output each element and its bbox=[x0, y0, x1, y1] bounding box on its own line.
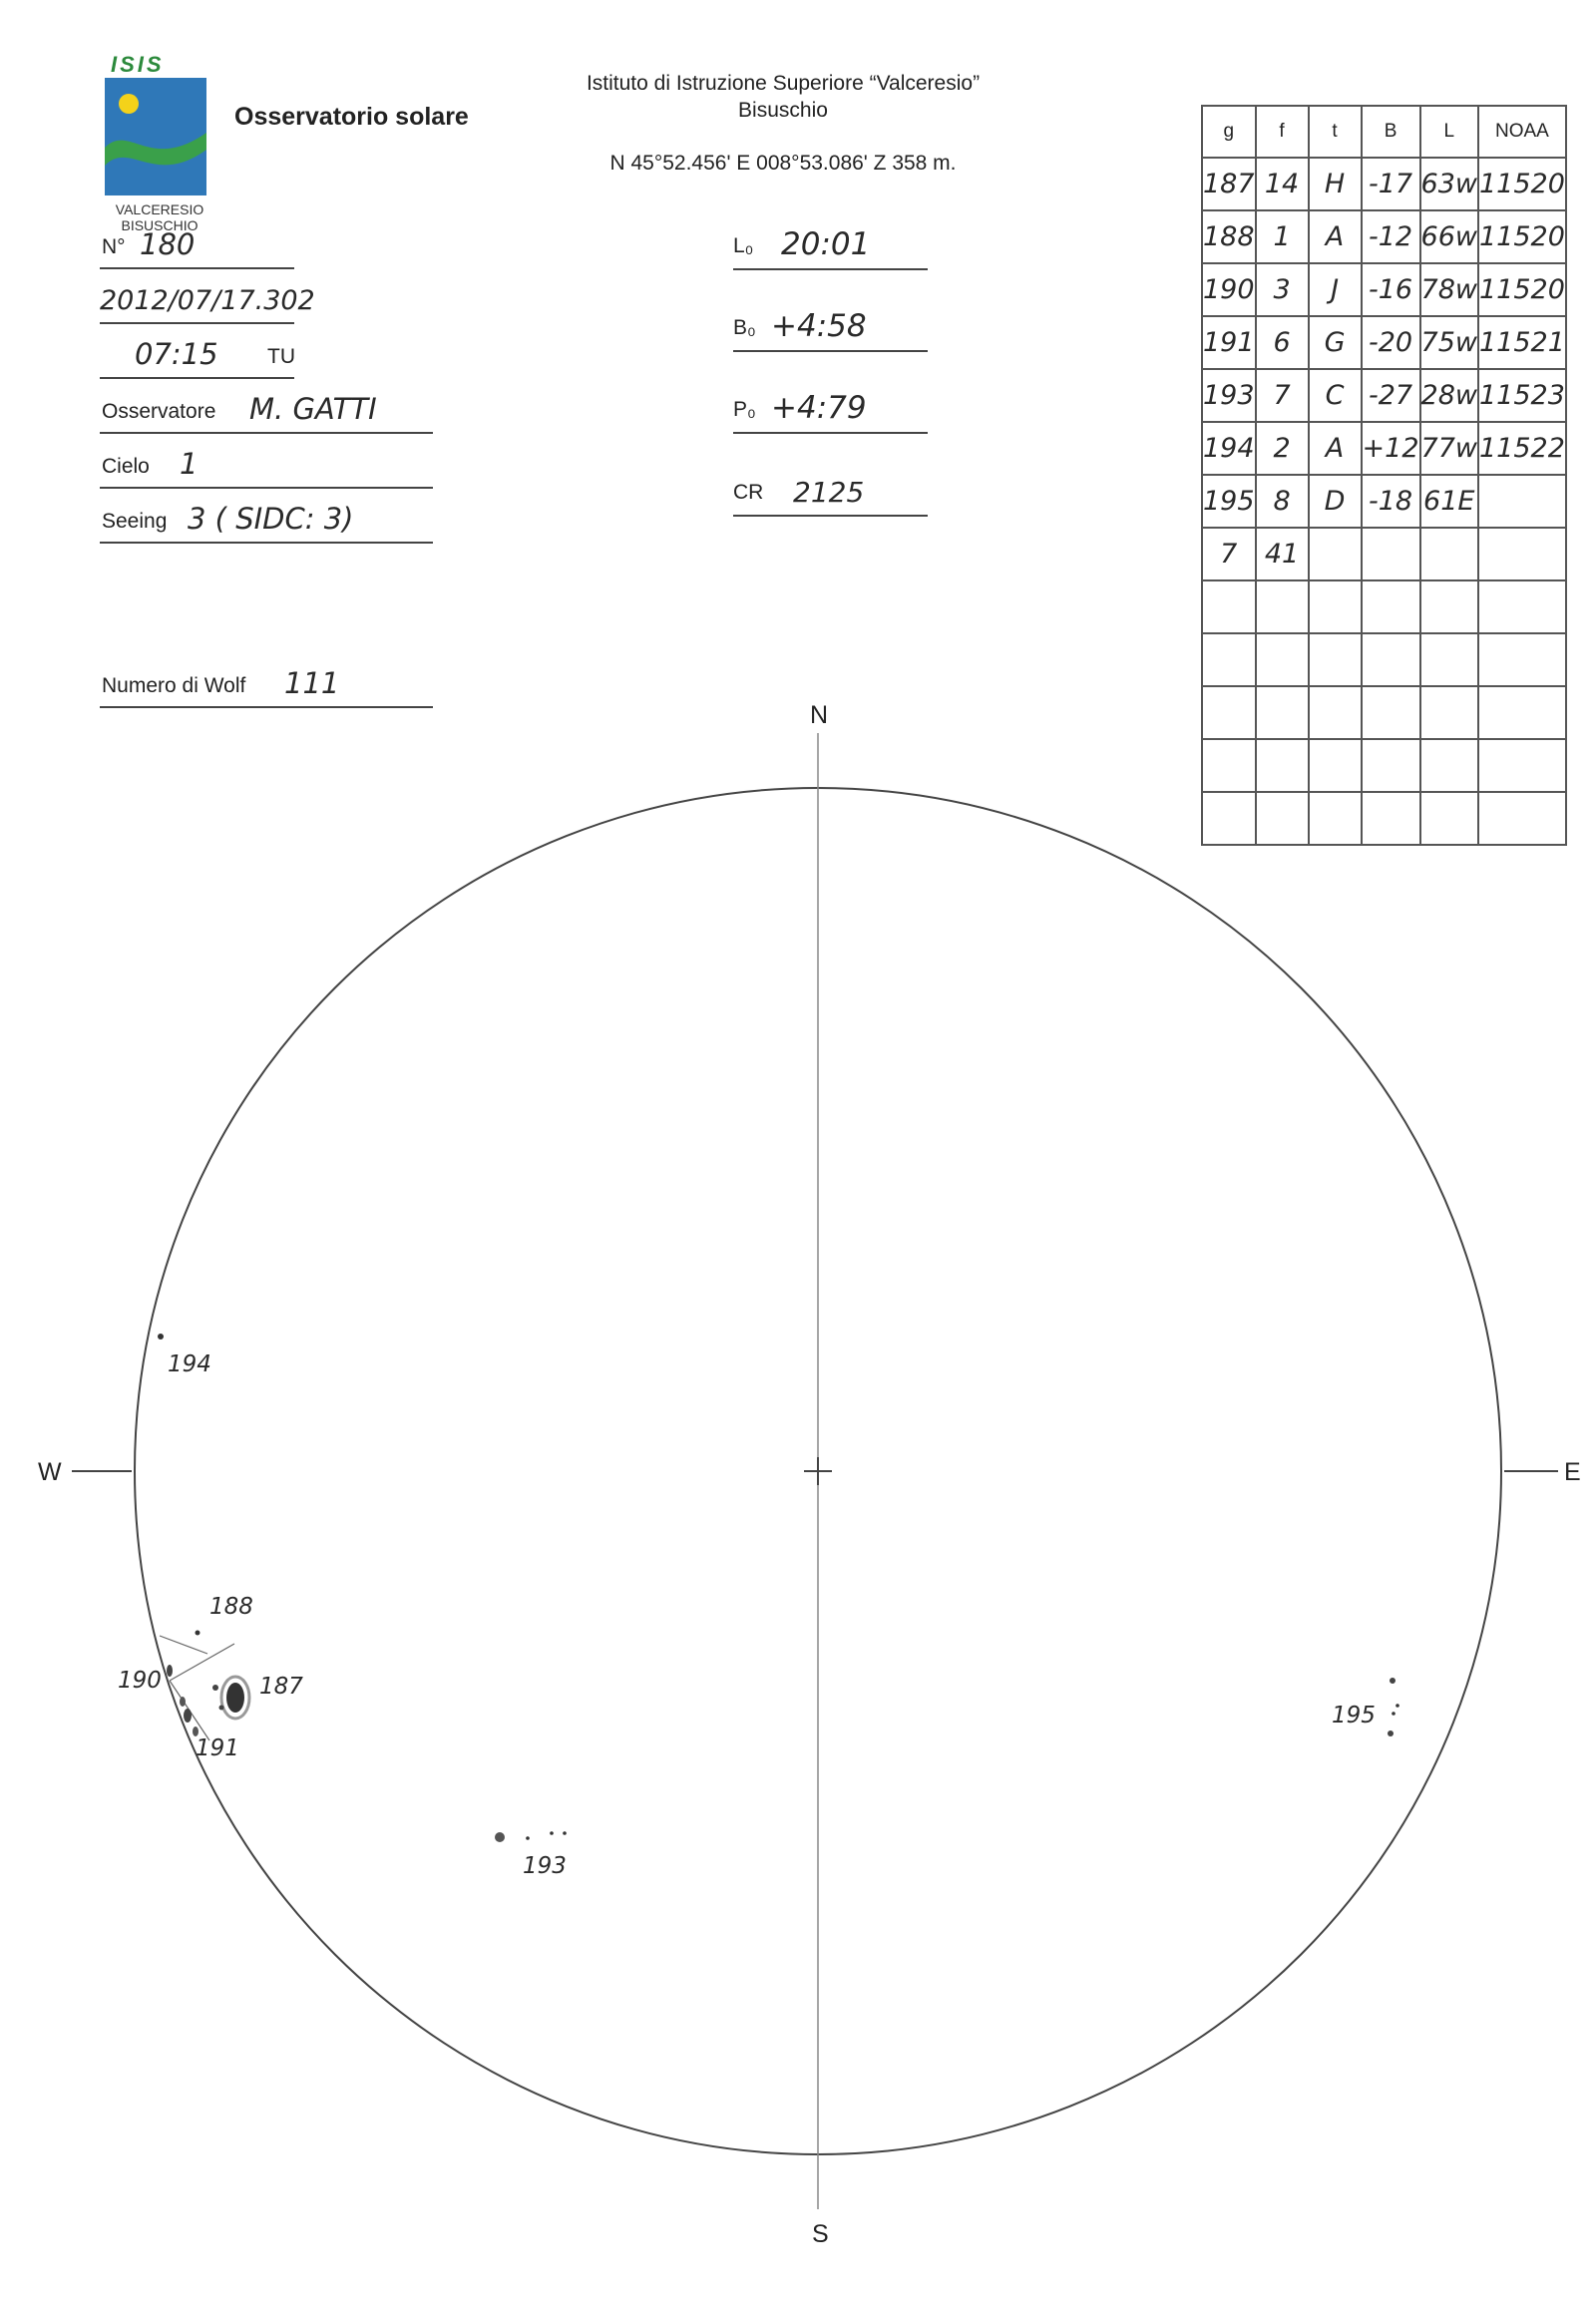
table-cell-g: 195 bbox=[1202, 475, 1256, 528]
table-cell-noaa bbox=[1478, 475, 1566, 528]
col-header-t: t bbox=[1309, 106, 1362, 158]
table-cell-l bbox=[1420, 528, 1478, 580]
table-cell-f: 7 bbox=[1256, 369, 1309, 422]
table-cell-t: G bbox=[1309, 316, 1362, 369]
table-cell-l: 77w bbox=[1420, 422, 1478, 475]
l0-value: 20:01 bbox=[781, 226, 871, 262]
group-label-193: 193 bbox=[523, 1853, 567, 1879]
field-b0 bbox=[733, 294, 928, 352]
seeing-value: 3 ( SIDC: 3) bbox=[188, 502, 354, 536]
b0-label: B₀ bbox=[733, 316, 756, 339]
institute-header bbox=[499, 70, 1067, 124]
group-label-190: 190 bbox=[118, 1668, 162, 1694]
sunspot-group-193 bbox=[495, 1832, 505, 1842]
field-time bbox=[100, 329, 294, 379]
cr-label: CR bbox=[733, 481, 764, 504]
table-cell-g: 194 bbox=[1202, 422, 1256, 475]
table-row bbox=[1202, 475, 1566, 528]
col-header-f: f bbox=[1256, 106, 1309, 158]
table-cell-b bbox=[1362, 580, 1420, 633]
table-cell-t: A bbox=[1309, 210, 1362, 263]
sunspot-group-191 bbox=[184, 1709, 192, 1723]
table-cell-f: 6 bbox=[1256, 316, 1309, 369]
time-unit: TU bbox=[267, 345, 295, 368]
table-cell-b: -17 bbox=[1362, 158, 1420, 210]
sunspot-group-187 bbox=[226, 1683, 244, 1713]
table-cell-l: 75w bbox=[1420, 316, 1478, 369]
wolf-value: 111 bbox=[284, 666, 340, 700]
field-observer bbox=[100, 384, 433, 434]
col-header-l: L bbox=[1420, 106, 1478, 158]
field-seeing bbox=[100, 494, 433, 544]
table-cell-g: 191 bbox=[1202, 316, 1256, 369]
table-cell-t: C bbox=[1309, 369, 1362, 422]
table-cell-t: H bbox=[1309, 158, 1362, 210]
sky-value: 1 bbox=[180, 447, 199, 481]
logo-city-line1: VALCERESIO bbox=[105, 201, 214, 217]
table-row bbox=[1202, 316, 1566, 369]
north-label: N bbox=[810, 701, 829, 729]
table-cell-b: -16 bbox=[1362, 263, 1420, 316]
col-header-g: g bbox=[1202, 106, 1256, 158]
observatory-coordinates: N 45°52.456' E 008°53.086' Z 358 m. bbox=[609, 152, 957, 175]
table-cell-noaa: 11520 bbox=[1478, 210, 1566, 263]
table-cell-noaa: 11520 bbox=[1478, 158, 1566, 210]
sunspot-group-190 bbox=[167, 1665, 173, 1677]
observatory-title: Osservatorio solare bbox=[234, 103, 469, 131]
table-cell-t bbox=[1309, 580, 1362, 633]
table-cell-g: 188 bbox=[1202, 210, 1256, 263]
table-cell-t: J bbox=[1309, 263, 1362, 316]
number-label: N° bbox=[102, 235, 126, 258]
table-cell-l: 78w bbox=[1420, 263, 1478, 316]
field-date bbox=[100, 274, 315, 324]
field-cr bbox=[733, 459, 928, 517]
p0-value: +4:79 bbox=[771, 390, 867, 426]
isis-logo bbox=[105, 52, 214, 233]
logo-wave-graphic bbox=[105, 78, 206, 195]
table-cell-f: 1 bbox=[1256, 210, 1309, 263]
table-cell-noaa: 11521 bbox=[1478, 316, 1566, 369]
group-label-194: 194 bbox=[168, 1351, 211, 1377]
table-cell-f: 41 bbox=[1256, 528, 1309, 580]
table-row bbox=[1202, 528, 1566, 580]
table-cell-noaa bbox=[1478, 580, 1566, 633]
table-cell-g: 187 bbox=[1202, 158, 1256, 210]
table-cell-f: 3 bbox=[1256, 263, 1309, 316]
west-label: W bbox=[38, 1458, 62, 1486]
b0-value: +4:58 bbox=[771, 308, 867, 344]
table-row bbox=[1202, 369, 1566, 422]
table-cell-noaa: 11522 bbox=[1478, 422, 1566, 475]
sunspot-group-188 bbox=[196, 1631, 200, 1636]
table-cell-l: 28w bbox=[1420, 369, 1478, 422]
group-divider-line bbox=[160, 1636, 207, 1654]
logo-badge bbox=[105, 78, 206, 195]
table-cell-b: +12 bbox=[1362, 422, 1420, 475]
table-cell-f: 8 bbox=[1256, 475, 1309, 528]
south-label: S bbox=[812, 2220, 829, 2248]
sunspot-group-195 bbox=[1390, 1678, 1396, 1684]
time-value: 07:15 bbox=[135, 337, 218, 371]
table-cell-l: 66w bbox=[1420, 210, 1478, 263]
table-cell-b bbox=[1362, 528, 1420, 580]
table-cell-noaa bbox=[1478, 528, 1566, 580]
table-cell-l: 63w bbox=[1420, 158, 1478, 210]
table-cell-b: -20 bbox=[1362, 316, 1420, 369]
col-header-noaa: NOAA bbox=[1478, 106, 1566, 158]
seeing-label: Seeing bbox=[102, 510, 168, 533]
field-sky bbox=[100, 439, 433, 489]
sky-label: Cielo bbox=[102, 455, 150, 478]
solar-disk-drawing bbox=[0, 678, 1596, 2294]
institute-name: Istituto di Istruzione Superiore “Valceresio” bbox=[586, 72, 981, 95]
table-row bbox=[1202, 422, 1566, 475]
table-cell-t: A bbox=[1309, 422, 1362, 475]
observer-value: M. GATTI bbox=[249, 392, 377, 426]
table-cell-l: 61E bbox=[1420, 475, 1478, 528]
table-cell-g: 193 bbox=[1202, 369, 1256, 422]
table-cell-noaa: 11520 bbox=[1478, 263, 1566, 316]
date-value: 2012/07/17.302 bbox=[100, 285, 315, 316]
field-number bbox=[100, 219, 294, 269]
table-header-row bbox=[1202, 106, 1566, 158]
field-l0 bbox=[733, 212, 928, 270]
table-cell-b: -18 bbox=[1362, 475, 1420, 528]
group-label-191: 191 bbox=[196, 1735, 239, 1761]
table-cell-l bbox=[1420, 580, 1478, 633]
group-label-188: 188 bbox=[209, 1594, 253, 1620]
table-row bbox=[1202, 263, 1566, 316]
table-cell-f: 14 bbox=[1256, 158, 1309, 210]
col-header-b: B bbox=[1362, 106, 1420, 158]
group-label-195: 195 bbox=[1332, 1703, 1376, 1728]
wolf-label: Numero di Wolf bbox=[102, 674, 246, 697]
table-cell-f: 2 bbox=[1256, 422, 1309, 475]
table-cell-g: 7 bbox=[1202, 528, 1256, 580]
table-cell-f bbox=[1256, 580, 1309, 633]
table-cell-b: -27 bbox=[1362, 369, 1420, 422]
table-cell-noaa: 11523 bbox=[1478, 369, 1566, 422]
table-cell-g bbox=[1202, 580, 1256, 633]
table-cell-b: -12 bbox=[1362, 210, 1420, 263]
table-row bbox=[1202, 580, 1566, 633]
table-row bbox=[1202, 158, 1566, 210]
p0-label: P₀ bbox=[733, 398, 756, 421]
table-cell-t: D bbox=[1309, 475, 1362, 528]
l0-label: L₀ bbox=[733, 234, 754, 257]
logo-city-line2: BISUSCHIO bbox=[105, 217, 214, 233]
table-cell-g: 190 bbox=[1202, 263, 1256, 316]
sunspot-group-194 bbox=[158, 1334, 164, 1340]
group-label-187: 187 bbox=[259, 1674, 303, 1700]
cr-value: 2125 bbox=[793, 476, 865, 509]
field-p0 bbox=[733, 376, 928, 434]
logo-brand: ISIS bbox=[111, 52, 165, 77]
table-cell-t bbox=[1309, 528, 1362, 580]
observer-label: Osservatore bbox=[102, 400, 216, 423]
institute-town: Bisuschio bbox=[738, 99, 828, 122]
east-label: E bbox=[1564, 1458, 1581, 1486]
table-row bbox=[1202, 210, 1566, 263]
number-value: 180 bbox=[140, 227, 196, 261]
